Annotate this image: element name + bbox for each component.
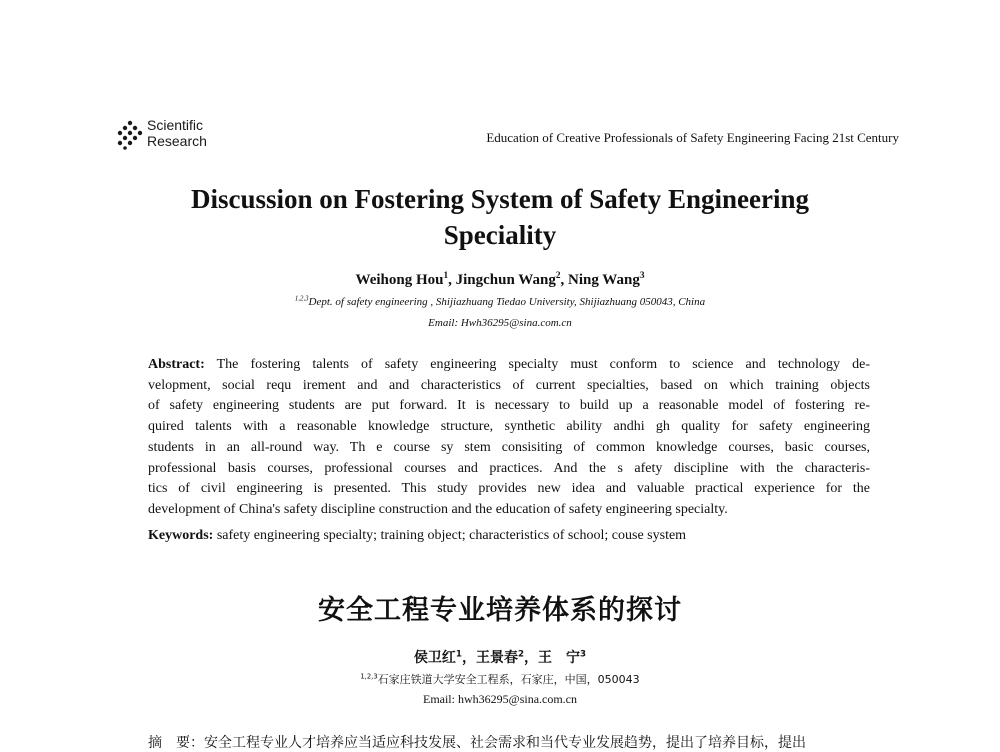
author-separator: , <box>560 272 568 288</box>
paper-title-line1: Discussion on Fostering System of Safety Engineering <box>190 184 809 214</box>
chinese-author-separator: ， <box>461 650 476 666</box>
chinese-author-affil-mark: 3 <box>580 649 587 660</box>
abstract-line: professional basis courses, professional courses and practices. And the s afety discipline with the characteris- <box>148 460 870 476</box>
chinese-author-name: 侯卫红 <box>413 650 456 666</box>
abstract-line: tics of civil engineering is presented. This study provides new idea and valuable practical experience for the <box>148 481 870 497</box>
chinese-affiliation-mark: 1,2,3 <box>360 672 378 681</box>
chinese-author-affil-mark: 2 <box>517 649 525 660</box>
abstract-line: quired talents with a reasonable knowledge structure, synthetic ability andhi gh quality for safety engineering <box>148 419 870 435</box>
author-name: Ning Wang <box>567 272 640 288</box>
chinese-author-affil-mark: 1 <box>455 649 462 660</box>
abstract <box>148 355 870 521</box>
abstract-line: students in an all-round way. Th e course sy stem consisiting of common knowledge courses, basic courses, <box>148 439 870 455</box>
keywords <box>148 528 686 544</box>
publisher-logo <box>116 116 226 154</box>
email: Email: Hwh36295@sina.com.cn <box>428 317 572 329</box>
abstract-line: development of China's safety discipline construction and the education of safety engineering specialty. <box>148 501 728 517</box>
abstract-line: of safety engineering students are put forward. It is necessary to build up a reasonable model of fostering re- <box>148 398 870 414</box>
chinese-authors <box>100 647 900 667</box>
running-head: Education of Creative Professionals of Safety Engineering Facing 21st Century <box>486 130 899 145</box>
affiliation <box>100 296 900 308</box>
chinese-author-separator: ， <box>524 650 539 666</box>
keywords-label: Keywords: <box>148 528 214 543</box>
chinese-author-name: 王 宁 <box>538 650 581 666</box>
chinese-title: 安全工程专业培养体系的探讨 <box>318 595 682 626</box>
scientific-research-dots-logo-icon <box>116 120 144 150</box>
publisher-name <box>147 117 207 149</box>
publisher-name-line1: Scientific <box>147 117 204 133</box>
abstract-line: velopment, social requ irement and and characteristics of current specialties, based on which training objects <box>148 377 870 393</box>
author-affil-mark: 1 <box>443 271 449 281</box>
authors <box>100 272 900 289</box>
author-name: Weihong Hou <box>355 272 444 288</box>
keywords-text: safety engineering specialty; training object; characteristics of school; couse system <box>216 528 687 543</box>
author-affil-mark: 3 <box>639 271 645 281</box>
abstract-line-text: The fostering talents of safety engineering specialty must conform to science and technology de- <box>216 357 871 372</box>
paper-title-line2: Speciality <box>443 220 557 250</box>
chinese-affiliation-text: 石家庄铁道大学安全工程系，石家庄，中国，050043 <box>377 673 640 686</box>
author-name: Jingchun Wang <box>455 272 556 288</box>
chinese-affiliation <box>100 671 900 687</box>
abstract-line <box>148 355 870 376</box>
author-separator: , <box>448 272 456 288</box>
publisher-name-line2: Research <box>147 133 207 149</box>
chinese-abstract-start: 摘 要：安全工程专业人才培养应当适应科技发展、社会需求和当代专业发展趋势，提出了培养目标，提出 <box>148 735 806 751</box>
affiliation-mark: 1,2,3 <box>294 295 309 303</box>
author-affil-mark: 2 <box>555 271 561 281</box>
chinese-author-name: 王景春 <box>475 650 518 666</box>
chinese-email: Email: hwh36295@sina.com.cn <box>422 692 578 706</box>
abstract-label: Abstract: <box>148 357 205 372</box>
affiliation-text: Dept. of safety engineering , Shijiazhuang Tiedao University, Shijiazhuang 050043, China <box>308 296 706 308</box>
